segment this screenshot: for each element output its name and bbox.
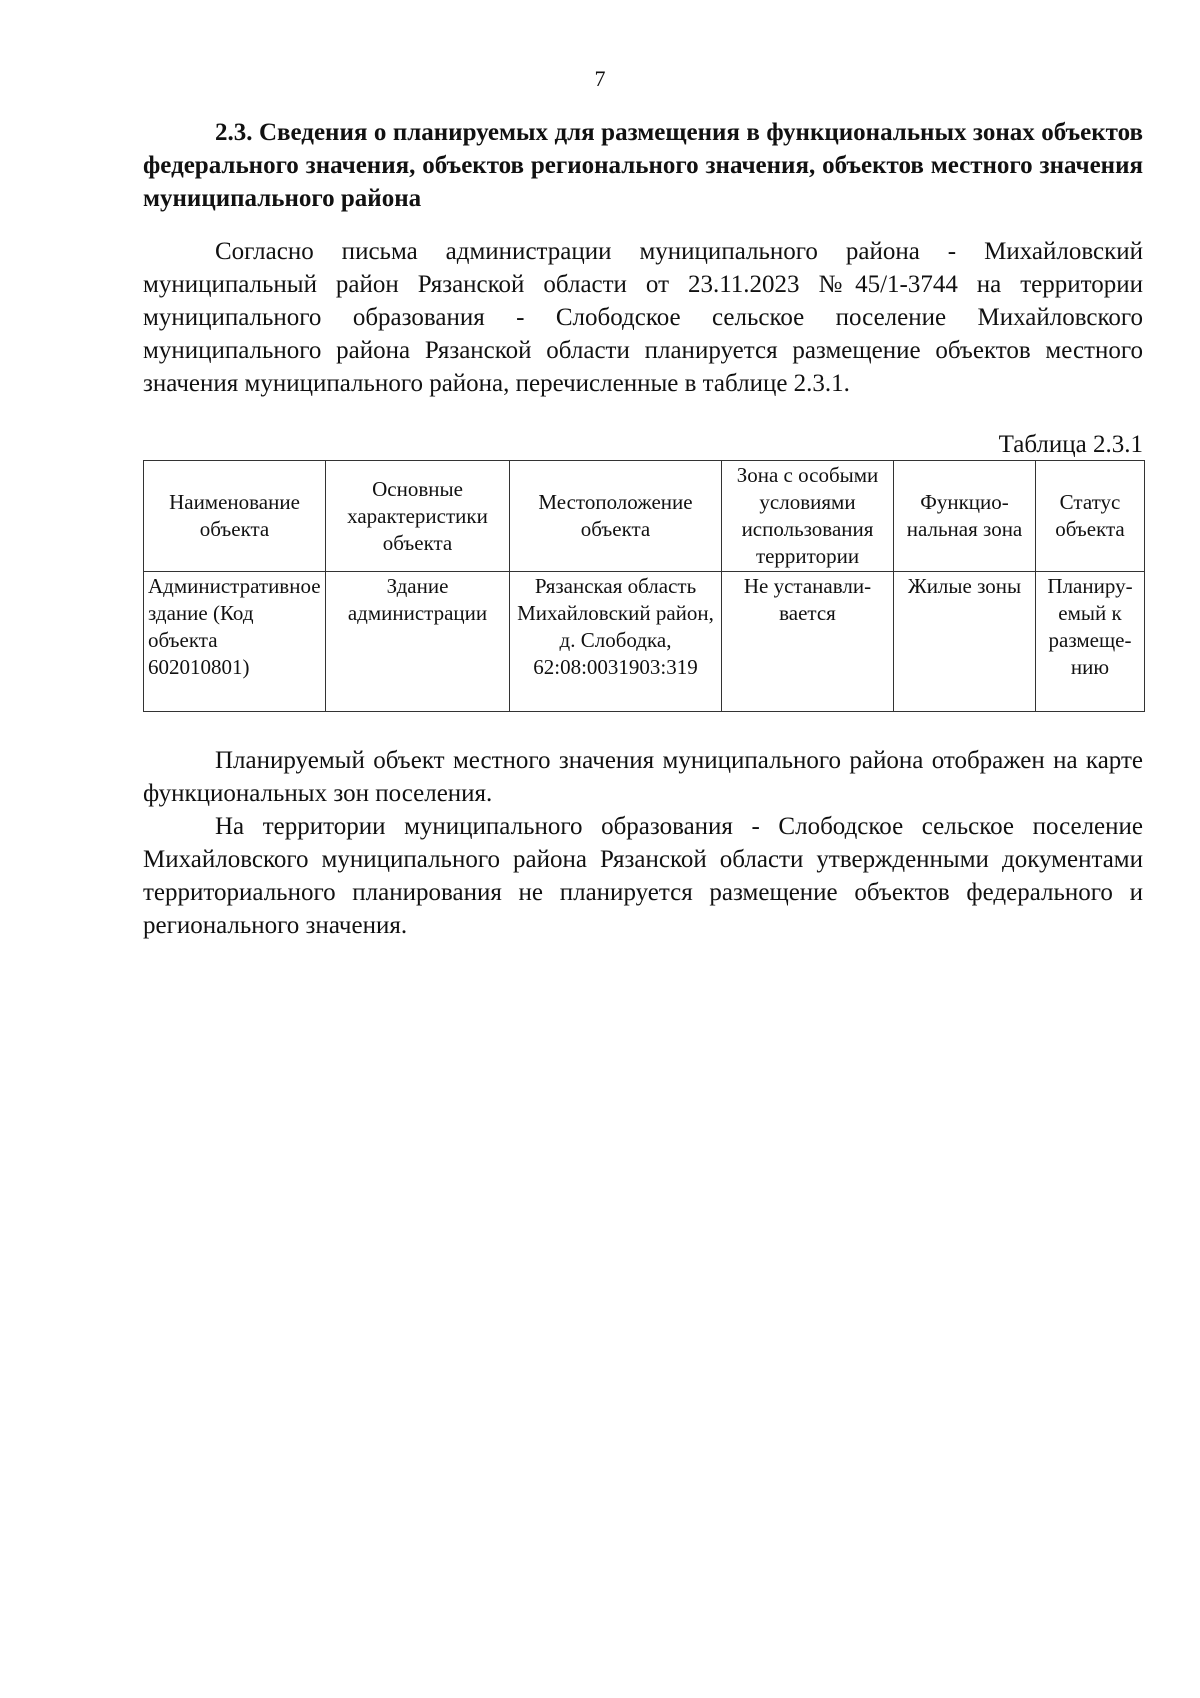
header-status: Статус объекта <box>1036 461 1145 572</box>
cell-name: Административное здание (Код объекта 602010801) <box>144 572 326 712</box>
document-body <box>143 116 1143 942</box>
objects-table <box>143 460 1145 712</box>
cell-status: Планиру-емый к размеще-нию <box>1036 572 1145 712</box>
map-paragraph: Планируемый объект местного значения муниципального района отображен на карте функциональных зон поселения. <box>143 747 1143 807</box>
page-number: 7 <box>594 66 606 91</box>
section-heading: 2.3. Сведения о планируемых для размещения в функциональных зонах объектов федерального значения, объектов регионального значения, объектов местного значения муниципального района <box>143 119 1143 212</box>
cell-location: Рязанская область Михайловский район, д. Слободка, 62:08:0031903:319 <box>510 572 722 712</box>
cell-special-zone: Не устанавли-вается <box>722 572 894 712</box>
conclusion-paragraph: На территории муниципального образования - Слободское сельское поселение Михайловского муниципального района Рязанской области утвержденными документами территориального планирования не планируется размещение объектов федерального и регионального значения. <box>143 813 1143 939</box>
table-header-row <box>144 461 1145 572</box>
header-name: Наименование объекта <box>144 461 326 572</box>
intro-paragraph: Согласно письма администрации муниципального района - Михайловский муниципальный район Рязанской области от 23.11.2023 №45/1-3744 на территории муниципального образования - Слободское сельское поселение Михайловского муниципального района Рязанской области планируется размещение объектов местного значения муниципального района, перечисленные в таблице 2.3.1. <box>143 238 1143 397</box>
cell-characteristics: Здание администрации <box>326 572 510 712</box>
table-caption: Таблица 2.3.1 <box>998 431 1143 458</box>
header-location: Местоположение объекта <box>510 461 722 572</box>
header-functional-zone: Функцио-нальная зона <box>894 461 1036 572</box>
header-characteristics: Основные характеристики объекта <box>326 461 510 572</box>
cell-functional-zone: Жилые зоны <box>894 572 1036 712</box>
header-special-zone: Зона с особыми условиями использования территории <box>722 461 894 572</box>
table-row <box>144 572 1145 712</box>
